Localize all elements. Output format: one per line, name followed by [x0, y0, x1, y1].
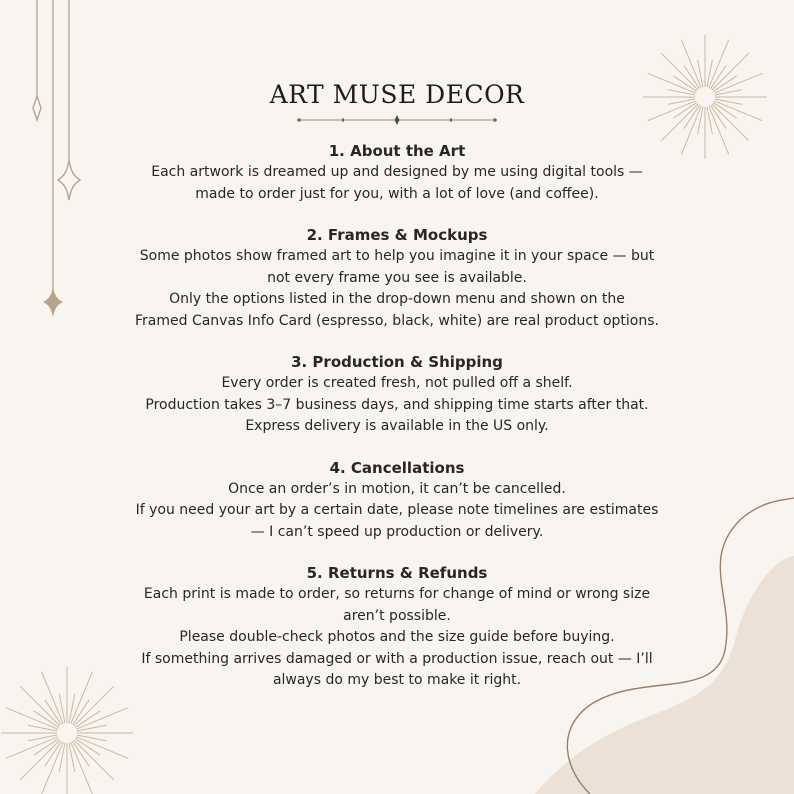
section-text-line: aren’t possible. — [343, 607, 451, 624]
hanging-ornaments — [37, 0, 69, 290]
section-text-line: not every frame you see is available. — [267, 269, 527, 286]
starburst-ray — [77, 725, 106, 731]
section-text-line: made to order just for you, with a lot of love (and coffee). — [195, 185, 599, 202]
content-column — [97, 78, 697, 711]
starburst-ray — [698, 107, 703, 135]
starburst-ray — [28, 725, 57, 731]
starburst-ray — [77, 735, 106, 741]
starburst-ray — [20, 686, 60, 726]
section-title: 1. About the Art — [328, 142, 466, 160]
sparkle-ornaments — [33, 96, 80, 200]
section-cancellations — [97, 457, 697, 544]
section-title: 4. Cancellations — [329, 458, 465, 477]
section-title: 5. Returns & Refunds — [306, 564, 488, 582]
section-text-line: If you need your art by a certain date, please note timelines are estimates — [135, 502, 659, 518]
section-title: 2. Frames & Mockups — [306, 226, 488, 244]
ornamental-divider — [297, 114, 497, 126]
starburst-ray — [20, 740, 60, 780]
starburst-ray — [712, 53, 749, 90]
section-about-the-art — [97, 140, 697, 205]
starburst-ray — [74, 740, 114, 780]
section-text-line: Every order is created fresh, not pulled off a shelf. — [221, 375, 573, 391]
section-text-line: Each artwork is dreamed up and designed by me using digital tools — — [151, 164, 643, 180]
section-text-line: Only the options listed in the drop-down menu and shown on the — [169, 291, 625, 307]
outline-sparkle-icon — [58, 160, 80, 200]
section-returns-and-refunds — [97, 562, 697, 692]
section-production-and-shipping — [97, 351, 697, 438]
section-text-line: — I can’t speed up production or delivery. — [250, 523, 544, 540]
starburst-ray — [28, 735, 57, 741]
brand-title: ART MUSE DECOR — [269, 80, 525, 109]
section-text-line: If something arrives damaged or with a production issue, reach out — I’ll — [141, 650, 653, 667]
section-text-line: Framed Canvas Info Card (espresso, black, white) are real product options. — [135, 312, 659, 329]
section-text-line: Once an order’s in motion, it can’t be cancelled. — [228, 480, 566, 497]
starburst-ray — [715, 90, 743, 95]
starburst-ray — [712, 104, 749, 141]
starburst-ray — [59, 694, 65, 723]
starburst-ray — [707, 60, 712, 87]
section-frames-and-mockups — [97, 224, 697, 332]
starburst-ray — [59, 743, 65, 772]
section-title: 3. Production & Shipping — [291, 353, 503, 371]
section-text-line: Each print is made to order, so returns for change of mind or wrong size — [143, 586, 651, 602]
section-text-line: Express delivery is available in the US only. — [245, 418, 549, 434]
starburst-ray — [707, 107, 712, 135]
section-text-line: Some photos show framed art to help you imagine it in your space — but — [139, 248, 655, 264]
small-sparkle-icon — [33, 96, 41, 120]
starburst-ray — [698, 60, 703, 87]
starburst-ray — [715, 99, 743, 104]
section-text-line: Production takes 3–7 business days, and shipping time starts after that. — [145, 396, 649, 413]
starburst-ray — [69, 743, 75, 772]
section-text-line: Please double-check photos and the size guide before buying. — [179, 629, 615, 645]
section-text-line: always do my best to make it right. — [272, 672, 522, 688]
starburst-ray — [69, 694, 75, 723]
filled-sparkle-icon — [43, 287, 63, 317]
